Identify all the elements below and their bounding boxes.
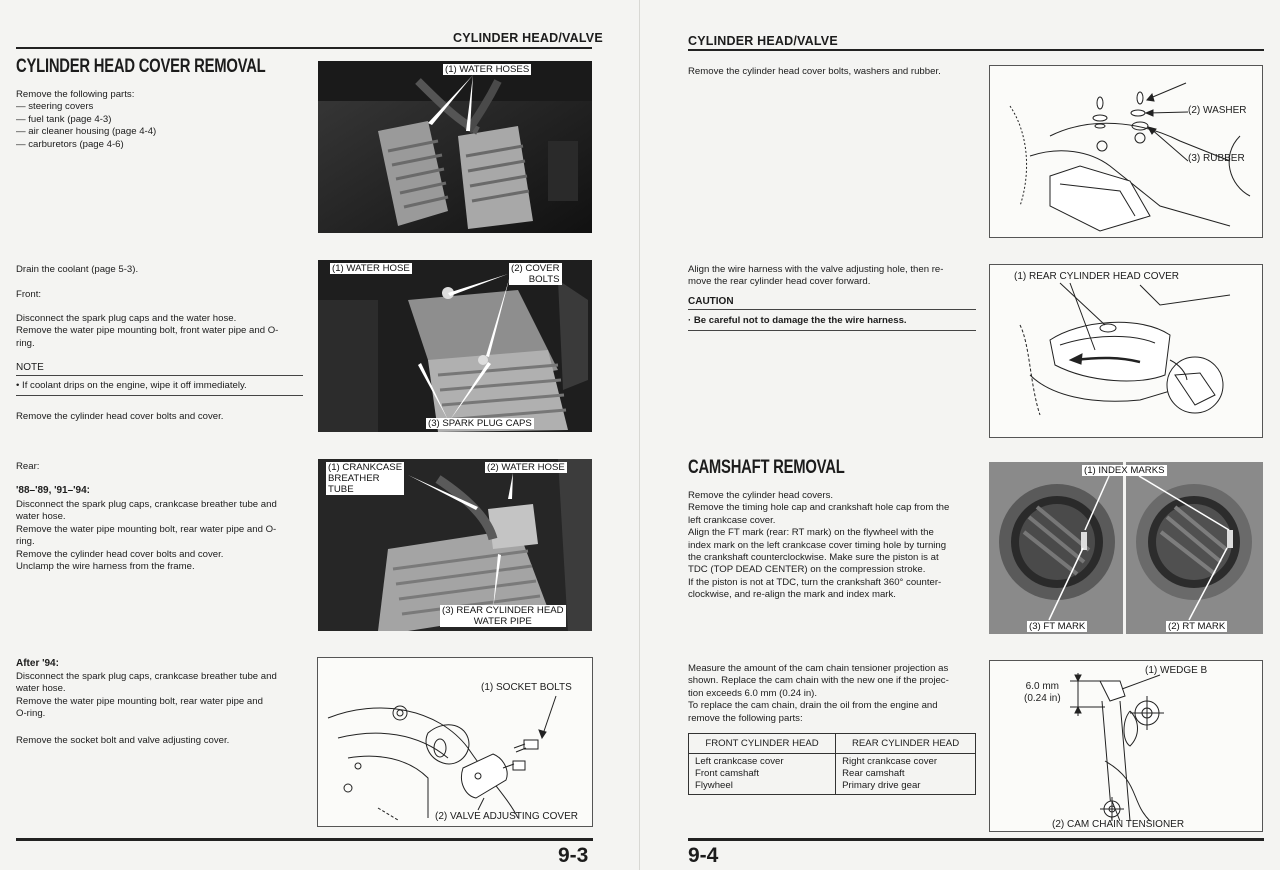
note-top-rule xyxy=(16,375,303,376)
caution-top-rule xyxy=(688,309,976,310)
caution-label: CAUTION xyxy=(688,296,734,307)
front-label: Front: xyxy=(16,289,42,300)
fig-caption-rubber: (3) RUBBER xyxy=(1188,153,1245,164)
drain-coolant-text: Drain the coolant (page 5-3). xyxy=(16,264,139,275)
photo-index-marks xyxy=(989,462,1263,634)
fig-caption-water-hose: (1) WATER HOSE xyxy=(332,263,410,274)
removal-parts-list: Remove the following parts: — steering covers — fuel tank (page 4-3) — air cleaner housing (page 4-4) — carburetors (page 4-6) xyxy=(16,89,157,150)
fig-caption-wedge-b: (1) WEDGE B xyxy=(1145,665,1208,676)
camshaft-removal-instructions: Remove the cylinder head covers. Remove the timing hole cap and crankshaft hole cap from the left crankcase cover. Align the FT mark (rear: RT mark) on the flywheel with the index mark on the left crankcase cover timing hole by turning the crankshaft counterclockwise. Make sure the piston is at TDC (TOP DEAD CENTER) on the compression stroke. If the piston is not at TDC, turn the crankshaft 360° counter- clockwise, and re-align the mark and index mark. xyxy=(688,490,950,601)
table-cell-front-parts: Left crankcase cover Front camshaft Flywheel xyxy=(689,754,836,795)
fig-caption-valve-adjusting-cover: (2) VALVE ADJUSTING COVER xyxy=(435,811,578,822)
align-wire-harness-text: Align the wire harness with the valve adjusting hole, then re- move the rear cylinder head cover forward. xyxy=(688,264,944,288)
parts-removal-table xyxy=(688,733,976,795)
table-header-rear: REAR CYLINDER HEAD xyxy=(836,734,976,754)
right-header-rule xyxy=(688,49,1264,51)
photo-rear-cylinder-head xyxy=(318,459,592,631)
section-title-camshaft-removal: CAMSHAFT REMOVAL xyxy=(688,457,845,478)
fig-caption-socket-bolts: (1) SOCKET BOLTS xyxy=(481,682,572,693)
cam-chain-tensioner-instructions: Measure the amount of the cam chain tensioner projection as shown. Replace the cam chain with the new one if the projec- tion exceeds 6.0 mm (0.24 in). To replace the cam chain, drain the oil from the engine and remove the following parts: xyxy=(688,663,949,724)
right-running-header: CYLINDER HEAD/VALVE xyxy=(688,34,838,48)
fig-caption-rear-cylinder-head-water-pipe: (3) REAR CYLINDER HEAD WATER PIPE xyxy=(442,605,564,627)
photo-front-cylinder-head xyxy=(318,260,592,432)
page-number-9-3: 9-3 xyxy=(558,844,589,867)
fig-caption-washer: (2) WASHER xyxy=(1188,105,1247,116)
fig-caption-index-marks: (1) INDEX MARKS xyxy=(1084,465,1165,476)
diagram-washer-rubber xyxy=(989,65,1263,238)
rear-instructions: Disconnect the spark plug caps, crankcase breather tube and water hose. Remove the water pipe mounting bolt, rear water pipe and O- ring. Remove the cylinder head cover bolts and cover. Unclamp the wire harness from the frame. xyxy=(16,499,277,573)
after-94-instructions: Disconnect the spark plug caps, crankcase breather tube and water hose. Remove the water pipe mounting bolt, rear water pipe and O-ring. xyxy=(16,671,277,720)
page-number-9-4: 9-4 xyxy=(688,844,719,867)
fig-caption-dimension: 6.0 mm (0.24 in) xyxy=(1024,681,1061,704)
rear-label: Rear: xyxy=(16,461,40,472)
diagram-valve-adjusting-cover xyxy=(317,657,593,827)
photo-water-hoses xyxy=(318,61,592,233)
diagram-rear-cylinder-head-cover xyxy=(989,264,1263,438)
front-instructions: Disconnect the spark plug caps and the water hose. Remove the water pipe mounting bolt, front water pipe and O- ring. xyxy=(16,313,279,349)
fig-caption-crankcase-breather-tube: (1) CRANKCASE BREATHER TUBE xyxy=(328,462,403,495)
remove-bolts-washers-text: Remove the cylinder head cover bolts, washers and rubber. xyxy=(688,66,941,77)
note-label: NOTE xyxy=(16,362,44,373)
after-94-label: After '94: xyxy=(16,658,59,669)
fig-caption-rear-cylinder-head-cover: (1) REAR CYLINDER HEAD COVER xyxy=(1014,271,1180,282)
fig-caption-spark-plug-caps: (3) SPARK PLUG CAPS xyxy=(428,418,532,429)
left-running-header: CYLINDER HEAD/VALVE xyxy=(453,31,603,45)
table-cell-rear-parts: Right crankcase cover Rear camshaft Primary drive gear xyxy=(836,754,976,795)
diagram-cam-chain-tensioner xyxy=(989,660,1263,832)
table-header-front: FRONT CYLINDER HEAD xyxy=(689,734,836,754)
fig-caption-cam-chain-tensioner: (2) CAM CHAIN TENSIONER xyxy=(1052,819,1185,830)
note-text: • If coolant drips on the engine, wipe it off immediately. xyxy=(16,380,247,391)
left-header-rule xyxy=(16,47,592,49)
rear-years-label: '88–'89, '91–'94: xyxy=(16,485,91,496)
right-page-9-4 xyxy=(640,0,1280,870)
note-bottom-rule xyxy=(16,395,303,396)
fig-caption-rt-mark: (2) RT MARK xyxy=(1168,621,1226,632)
remove-cover-bolts-text: Remove the cylinder head cover bolts and cover. xyxy=(16,411,224,422)
caution-text: · Be careful not to damage the the wire harness. xyxy=(688,315,907,326)
remove-socket-bolt-text: Remove the socket bolt and valve adjusting cover. xyxy=(16,735,230,746)
fig-caption-water-hose-rear: (2) WATER HOSE xyxy=(487,462,565,473)
left-footer-rule xyxy=(16,838,593,841)
section-title-cylinder-head-cover-removal: CYLINDER HEAD COVER REMOVAL xyxy=(16,56,266,77)
right-footer-rule xyxy=(688,838,1264,841)
fig-caption-cover-bolts: (2) COVER BOLTS xyxy=(511,263,560,285)
caution-bottom-rule xyxy=(688,330,976,331)
fig-caption-ft-mark: (3) FT MARK xyxy=(1029,621,1086,632)
fig-caption-water-hoses: (1) WATER HOSES xyxy=(445,64,530,75)
